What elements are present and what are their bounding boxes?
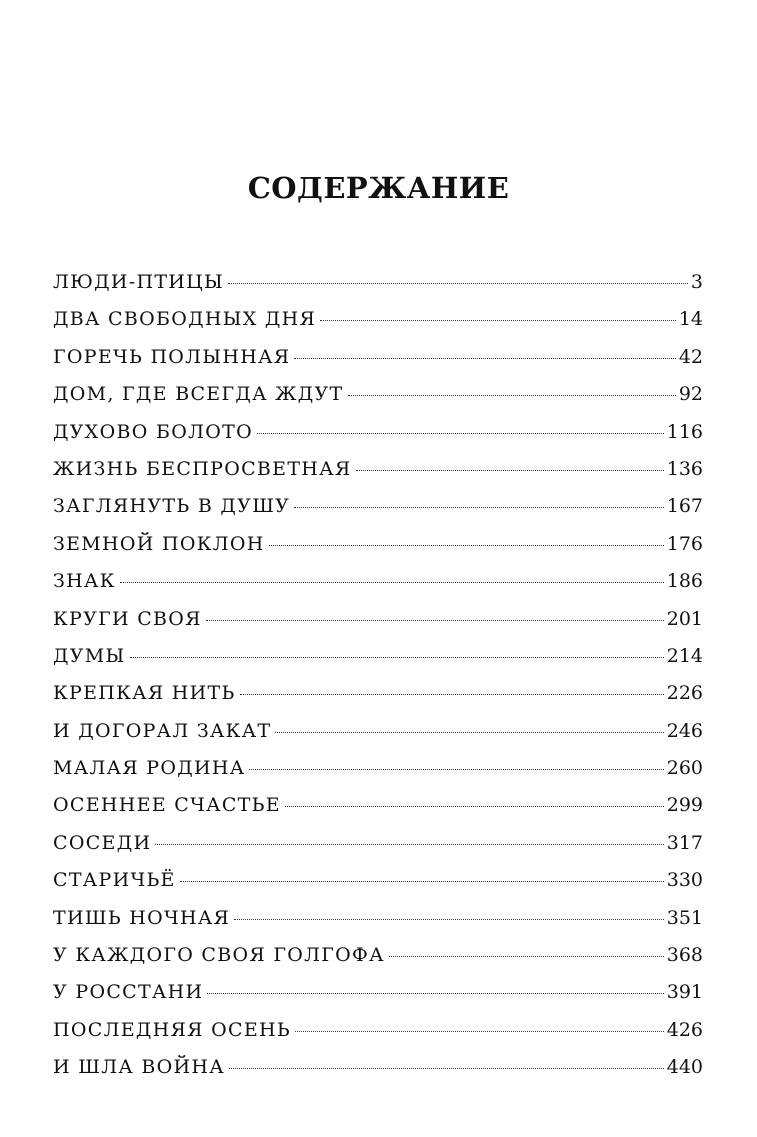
toc-entry-page-number: 14 <box>678 308 703 331</box>
toc-entry <box>53 750 703 787</box>
page-title: СОДЕРЖАНИЕ <box>247 171 510 205</box>
dot-leader <box>295 1031 664 1032</box>
toc-entry-page-number: 260 <box>666 757 703 780</box>
toc-entry <box>53 301 703 338</box>
dot-leader <box>206 620 664 621</box>
dot-leader <box>294 358 675 359</box>
toc-entry-title: ЗНАК <box>53 570 116 593</box>
toc-entry-title: ДУХОВО БОЛОТО <box>53 420 253 443</box>
toc-entry <box>53 563 703 600</box>
toc-entry <box>53 264 703 301</box>
toc-entry-title: ДОМ, ГДЕ ВСЕГДА ЖДУТ <box>53 383 344 406</box>
toc-entry-title: КРУГИ СВОЯ <box>53 607 202 630</box>
dot-leader <box>320 320 676 321</box>
toc-entry-title: ЗЕМНОЙ ПОКЛОН <box>53 532 265 555</box>
toc-entry-page-number: 201 <box>666 607 703 630</box>
toc-entry <box>53 526 703 563</box>
toc-entry-page-number: 176 <box>666 532 703 555</box>
dot-leader <box>294 507 664 508</box>
toc-entry <box>53 451 703 488</box>
toc-entry-title: ОСЕННЕЕ СЧАСТЬЕ <box>53 794 281 817</box>
toc-entry-page-number: 299 <box>666 794 703 817</box>
toc-entry <box>53 1012 703 1049</box>
toc-entry-page-number: 317 <box>666 831 703 854</box>
toc-entry-title: ТИШЬ НОЧНАЯ <box>53 906 231 929</box>
toc-entry-page-number: 351 <box>666 906 703 929</box>
toc-entry <box>53 974 703 1011</box>
dot-leader <box>207 993 663 994</box>
toc-entry <box>53 376 703 413</box>
toc-entry <box>53 713 703 750</box>
toc-entry-title: У РОССТАНИ <box>53 981 204 1004</box>
toc-entry-page-number: 136 <box>666 457 703 480</box>
toc-entry-title: СТАРИЧЬЁ <box>53 869 176 892</box>
toc-entry-page-number: 214 <box>666 644 703 667</box>
toc-entry <box>53 787 703 824</box>
toc-entry-page-number: 42 <box>678 345 703 368</box>
toc-entry-page-number: 391 <box>666 981 703 1004</box>
dot-leader <box>249 769 663 770</box>
toc-entry-title: И ДОГОРАЛ ЗАКАТ <box>53 719 272 742</box>
toc-entry <box>53 825 703 862</box>
toc-entry <box>53 900 703 937</box>
toc-entry <box>53 1049 703 1086</box>
dot-leader <box>285 806 664 807</box>
toc-entry <box>53 675 703 712</box>
toc-entry-title: ЖИЗНЬ БЕСПРОСВЕТНАЯ <box>53 457 352 480</box>
toc-entry <box>53 937 703 974</box>
dot-leader <box>229 1068 664 1069</box>
dot-leader <box>120 582 664 583</box>
dot-leader <box>155 844 663 845</box>
dot-leader <box>275 732 663 733</box>
dot-leader <box>389 956 664 957</box>
toc-entry-title: ГОРЕЧЬ ПОЛЫННАЯ <box>53 345 291 368</box>
toc-entry <box>53 488 703 525</box>
dot-leader <box>234 919 664 920</box>
dot-leader <box>180 881 664 882</box>
toc-entry-page-number: 92 <box>678 383 703 406</box>
toc-entry-page-number: 186 <box>666 570 703 593</box>
dot-leader <box>348 395 676 396</box>
dot-leader <box>269 545 664 546</box>
toc-entry-page-number: 246 <box>666 719 703 742</box>
toc-entry-page-number: 426 <box>666 1018 703 1041</box>
toc-entry <box>53 601 703 638</box>
toc-entry-page-number: 368 <box>666 944 703 967</box>
toc-entry-title: ДУМЫ <box>53 644 126 667</box>
dot-leader <box>257 433 664 434</box>
dot-leader <box>130 657 664 658</box>
toc-entry-title: ПОСЛЕДНЯЯ ОСЕНЬ <box>53 1018 292 1041</box>
toc-entry-title: И ШЛА ВОЙНА <box>53 1056 225 1079</box>
toc-entry <box>53 339 703 376</box>
toc-entry-page-number: 3 <box>690 271 703 293</box>
toc-entry-title: ЗАГЛЯНУТЬ В ДУШУ <box>53 495 291 518</box>
toc-entry <box>53 414 703 451</box>
toc-entry-title: СОСЕДИ <box>53 831 152 854</box>
toc-entry-page-number: 226 <box>666 682 703 705</box>
toc-entry <box>53 638 703 675</box>
table-of-contents <box>53 264 703 1087</box>
toc-entry-page-number: 167 <box>666 495 703 518</box>
toc-entry <box>53 862 703 899</box>
toc-entry-title: ДВА СВОБОДНЫХ ДНЯ <box>53 308 317 331</box>
dot-leader <box>228 283 688 284</box>
toc-entry-page-number: 116 <box>666 420 703 443</box>
toc-entry-title: У КАЖДОГО СВОЯ ГОЛГОФА <box>53 944 385 967</box>
toc-entry-title: ЛЮДИ-ПТИЦЫ <box>53 271 225 293</box>
toc-entry-title: МАЛАЯ РОДИНА <box>53 757 246 780</box>
toc-entry-page-number: 440 <box>666 1056 703 1079</box>
dot-leader <box>240 694 664 695</box>
toc-entry-title: КРЕПКАЯ НИТЬ <box>53 682 236 705</box>
dot-leader <box>356 470 664 471</box>
toc-entry-page-number: 330 <box>666 869 703 892</box>
